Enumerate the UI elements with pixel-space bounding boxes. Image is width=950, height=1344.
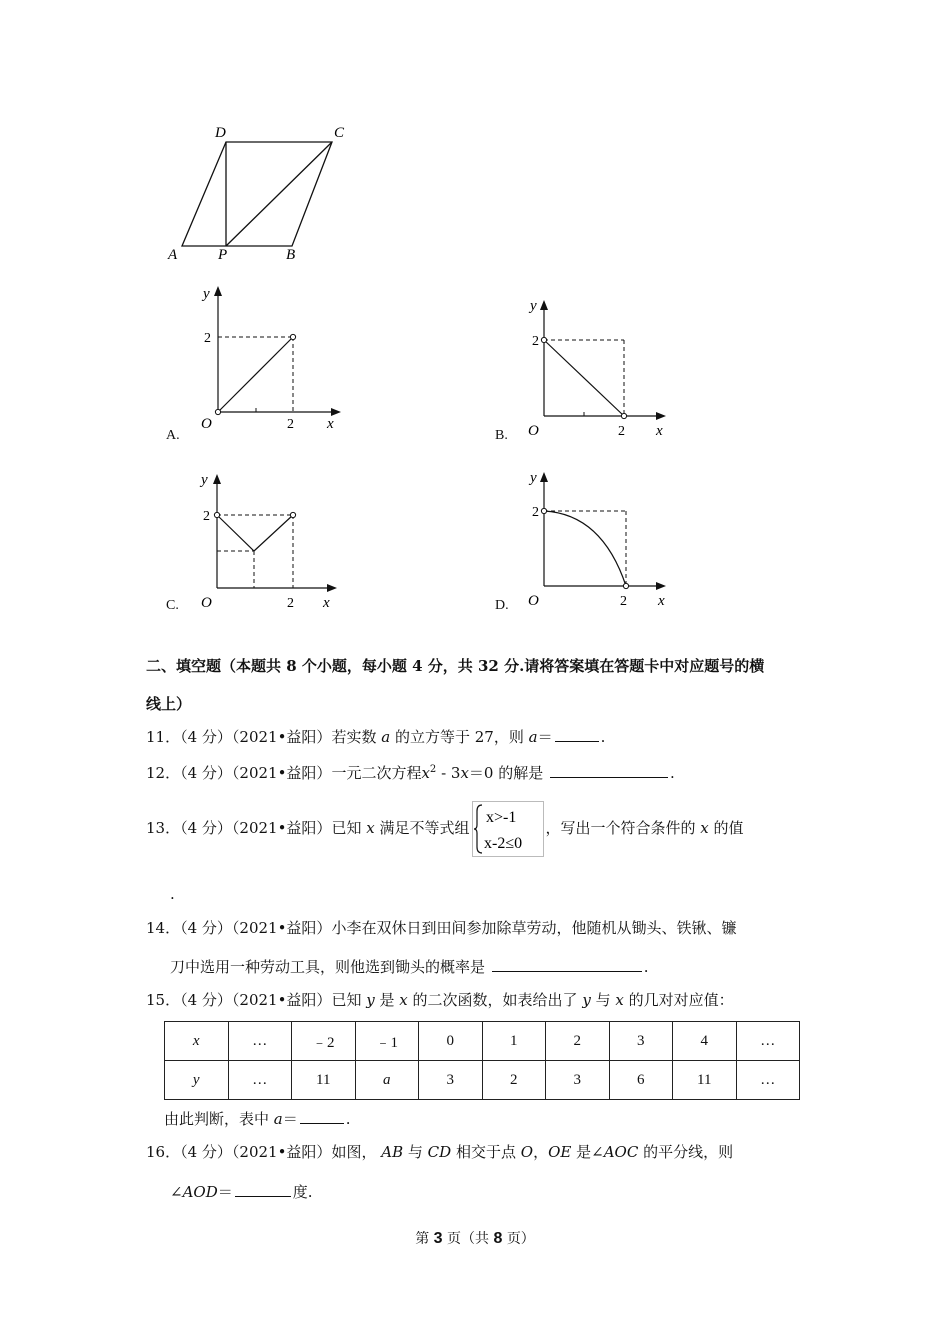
section-heading-cont: 线上） [146,695,192,713]
answer-blank[interactable] [235,1181,291,1197]
answer-blank[interactable] [550,762,668,778]
question-11: 11．（4 分）（2021•益阳）若实数 a 的立方等于 27，则 a＝ . [146,728,606,746]
question-14: 14．（4 分）（2021•益阳）小李在双休日到田间参加除草劳动，他随机从锄头、铁锹、镰 [146,919,737,937]
x-axis-label: x [656,423,663,439]
question-13-answer-line: . [170,885,175,903]
question-15: 15．（4 分）（2021•益阳）已知 y 是 x 的二次函数，如表给出了 y 与 x 的几对对应值： [146,991,734,1009]
origin-label: O [528,593,539,609]
question-16: 16．（4 分）（2021•益阳）如图， AB 与 CD 相交于点 O，OE 是∠AOC 的平分线，则 [146,1143,734,1161]
option-b-label: B. [495,428,508,443]
label-b: B [286,247,296,263]
question-12: 12．（4 分）（2021•益阳）一元二次方程$x^2 - 3x=0$ 的解是 . [146,764,675,782]
y-tick-2: 2 [532,505,539,520]
x-axis-label: x [327,416,334,432]
question-13: 13．（4 分）（2021•益阳）已知 x 满足不等式组 x>-1 x-2≤0 ，写出一个符合条件的 x 的值 [146,800,744,856]
label-p: P [218,247,228,263]
parallelogram-figure [160,118,360,268]
table-row: y … 11 a 3 2 3 6 11 … [165,1061,800,1100]
answer-blank[interactable] [492,956,642,972]
label-c: C [334,125,345,141]
y-tick-2: 2 [203,509,210,524]
page-footer: 第 3 页（共 8 页） [415,1230,535,1247]
option-d-label: D. [495,598,509,613]
y-axis-label: y [530,470,537,486]
x-tick-2: 2 [287,417,294,432]
question-16-cont: ∠AOD＝ 度. [170,1183,313,1201]
svg-text:x-2≤0: x-2≤0 [483,835,522,852]
option-c-graph[interactable] [195,462,355,622]
origin-label: O [201,416,212,432]
table-row: x … ﹣2 ﹣1 0 1 2 3 4 … [165,1022,800,1061]
values-table [164,1021,800,1100]
y-axis-label: y [530,298,537,314]
section-heading: 二、填空题（本题共 8 个小题，每小题 4 分，共 32 分.请将答案填在答题卡中对应题号的横 [146,657,765,675]
option-b-graph[interactable] [524,290,684,450]
option-a-label: A. [166,428,180,443]
x-axis-label: x [658,593,665,609]
question-15-after: 由此判断，表中 a＝ . [164,1110,351,1128]
option-d-graph[interactable] [524,462,684,622]
origin-label: O [528,423,539,439]
x-tick-2: 2 [618,424,625,439]
y-tick-2: 2 [532,334,539,349]
option-c-label: C. [166,598,179,613]
answer-blank[interactable] [555,726,599,742]
inequality-system [472,801,544,857]
origin-label: O [201,595,212,611]
svg-text:x>-1: x>-1 [485,809,516,826]
x-tick-2: 2 [620,594,627,609]
label-d: D [215,125,226,141]
y-axis-label: y [201,472,208,488]
x-tick-2: 2 [287,596,294,611]
y-tick-2: 2 [204,331,211,346]
y-axis-label: y [203,286,210,302]
label-a: A [168,247,178,263]
option-a-graph[interactable] [195,280,355,440]
question-14-cont: 刀中选用一种劳动工具，则他选到锄头的概率是 . [170,958,649,976]
answer-blank[interactable] [300,1108,344,1124]
x-axis-label: x [323,595,330,611]
